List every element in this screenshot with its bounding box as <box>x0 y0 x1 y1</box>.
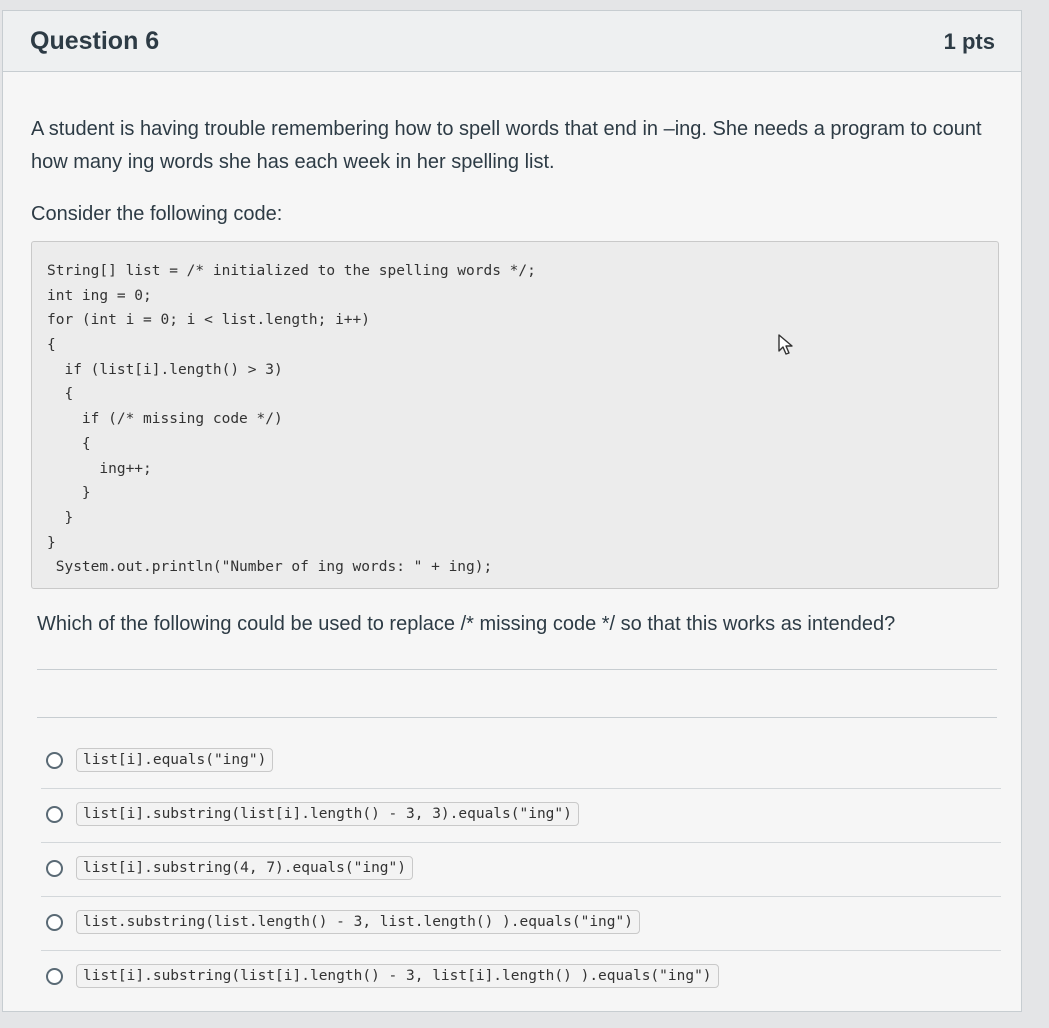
question-card <box>2 10 1022 1012</box>
code-line: System.out.println("Number of ing words: " + ing); <box>47 559 493 576</box>
answer-option[interactable] <box>41 897 1001 951</box>
radio-button-icon[interactable] <box>46 860 63 877</box>
code-line: } <box>47 509 74 526</box>
code-line: for (int i = 0; i < list.length; i++) <box>47 312 371 329</box>
code-line: ing++; <box>47 460 152 477</box>
answer-label[interactable]: list[i].substring(list[i].length() - 3, list[i].length() ).equals("ing") <box>76 964 719 988</box>
answer-label[interactable]: list.substring(list.length() - 3, list.length() ).equals("ing") <box>76 910 640 934</box>
question-prompt: A student is having trouble remembering how to spell words that end in –ing. She needs a program to count how many ing words she has each week in her spelling list. <box>31 118 982 173</box>
code-line: { <box>47 435 91 452</box>
answer-label[interactable]: list[i].substring(4, 7).equals("ing") <box>76 856 413 880</box>
divider <box>37 717 997 718</box>
radio-button-icon[interactable] <box>46 968 63 985</box>
code-line: if (list[i].length() > 3) <box>47 361 283 378</box>
question-points: 1 pts <box>943 29 995 54</box>
radio-button-icon[interactable] <box>46 806 63 823</box>
question-header <box>3 11 1021 72</box>
consider-text: Consider the following code: <box>31 203 283 225</box>
answer-list <box>41 735 1001 1005</box>
code-line: { <box>47 386 74 403</box>
question-title: Question 6 <box>30 27 160 55</box>
question-ask: Which of the following could be used to replace /* missing code */ so that this works as intended? <box>37 613 896 635</box>
mouse-pointer-icon <box>777 334 797 356</box>
radio-button-icon[interactable] <box>46 752 63 769</box>
code-line: if (/* missing code */) <box>47 411 283 428</box>
divider <box>37 669 997 670</box>
answer-label[interactable]: list[i].substring(list[i].length() - 3, 3).equals("ing") <box>76 802 579 826</box>
answer-option[interactable] <box>41 789 1001 843</box>
answer-option[interactable] <box>41 951 1001 1005</box>
code-line: String[] list = /* initialized to the spelling words */; <box>47 263 536 279</box>
code-line: int ing = 0; <box>47 287 152 304</box>
code-line: } <box>47 534 56 551</box>
answer-option[interactable] <box>41 735 1001 789</box>
radio-button-icon[interactable] <box>46 914 63 931</box>
code-block <box>31 241 999 589</box>
answer-label[interactable]: list[i].equals("ing") <box>76 748 273 772</box>
answer-option[interactable] <box>41 843 1001 897</box>
code-line: { <box>47 337 56 354</box>
code-line: } <box>47 485 91 502</box>
